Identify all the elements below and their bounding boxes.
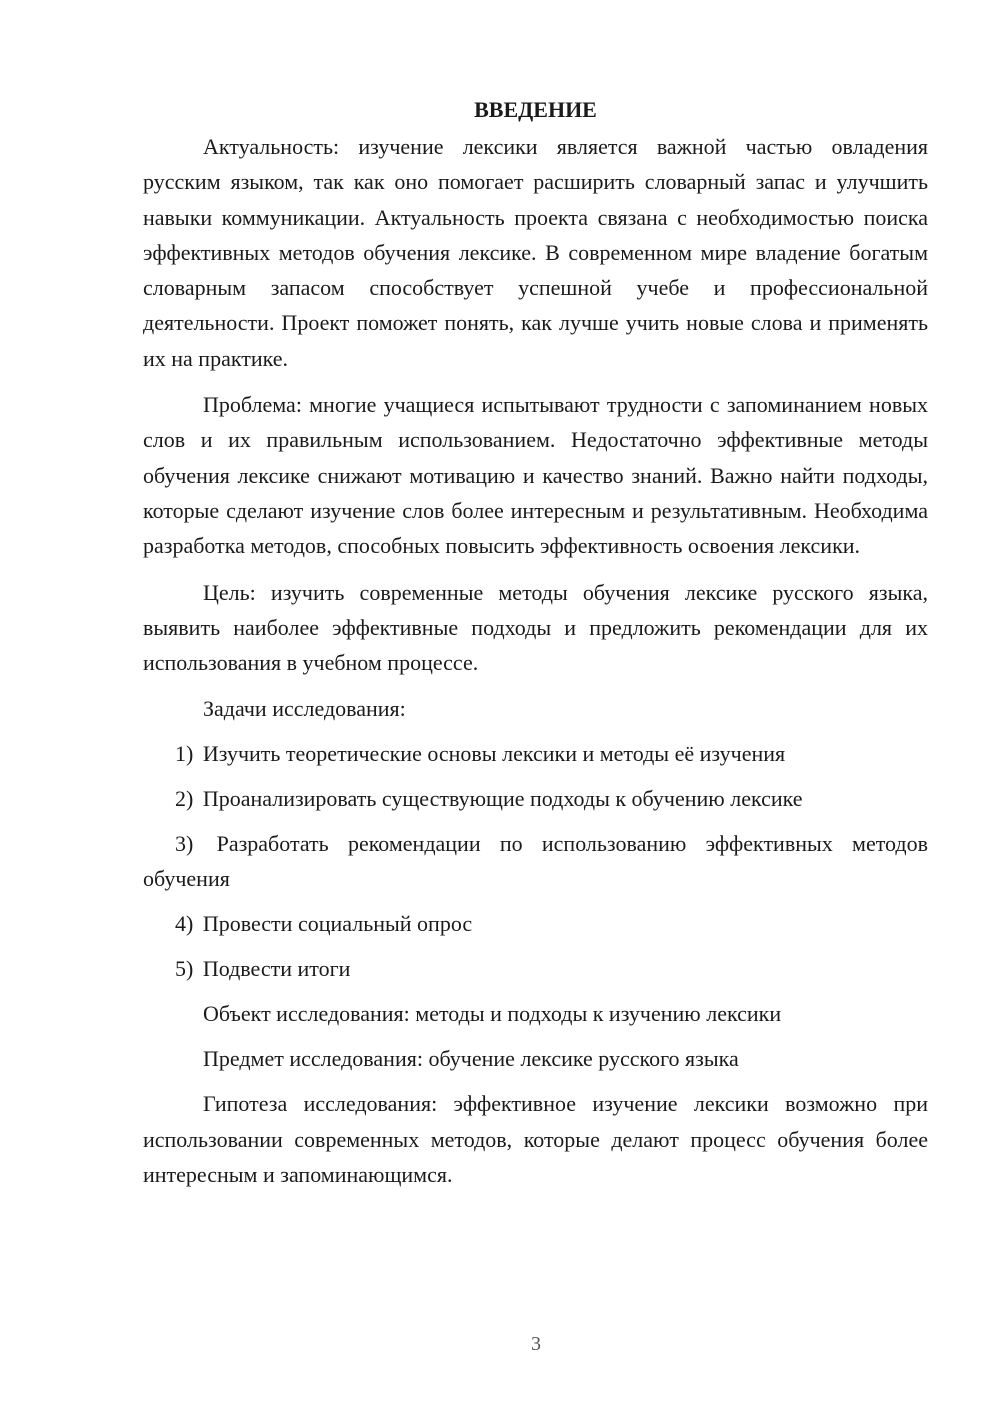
tasks-heading: Задачи исследования: [203,696,406,722]
page-title: ВВЕДЕНИЕ [474,97,597,122]
task-text: Разработать рекомендации по использованию эффективных методов обучения [143,831,928,892]
task-item [143,736,928,771]
research-object: Объект исследования: методы и подходы к изучению лексики [203,1001,782,1027]
research-subject: Предмет исследования: обучение лексике русского языка [203,1046,739,1072]
document-page [143,92,928,1203]
hypothesis-paragraph: Гипотеза исследования: эффективное изучение лексики возможно при использовании современных методов, которые делают процесс обучения более интересным и запоминающимся. [143,1091,928,1188]
task-number: 3) [175,831,194,857]
task-text: Проанализировать существующие подходы к обучению лексике [202,786,803,812]
problem-paragraph: Проблема: многие учащиеся испытывают трудности с запоминанием новых слов и их правильным использованием. Недостаточно эффективные методы обучения лексике снижают мотивацию и качество знаний. Важно найти подходы, которые сделают изучение слов более интересным и результативным. Необходима разработка методов, способных повысить эффективность освоения лексики. [143,392,928,559]
task-text: Подвести итоги [202,956,351,982]
task-item [143,781,928,816]
task-text: Изучить теоретические основы лексики и методы её изучения [202,741,786,767]
goal-paragraph: Цель: изучить современные методы обучения лексике русского языка, выявить наиболее эффективные подходы и предложить рекомендации для их использования в учебном процессе. [143,579,928,676]
task-number: 2) [175,786,194,812]
tasks-list [143,736,928,986]
page-number: 3 [531,1333,541,1355]
relevance-paragraph: Актуальность: изучение лексики является важной частью овладения русским языком, так как оно помогает расширить словарный запас и улучшить навыки коммуникации. Актуальность проекта связана с необходимостью поиска эффективных методов обучения лексике. В современном мире владение богатым словарным запасом способствует успешной учебе и профессиональной деятельности. Проект поможет понять, как лучше учить новые слова и применять их на практике. [143,134,928,371]
task-number: 5) [175,956,194,982]
task-item [143,906,928,941]
task-item [143,951,928,986]
task-text: Провести социальный опрос [202,911,473,937]
task-number: 1) [175,741,194,767]
task-number: 4) [175,911,194,937]
task-item [143,826,928,896]
